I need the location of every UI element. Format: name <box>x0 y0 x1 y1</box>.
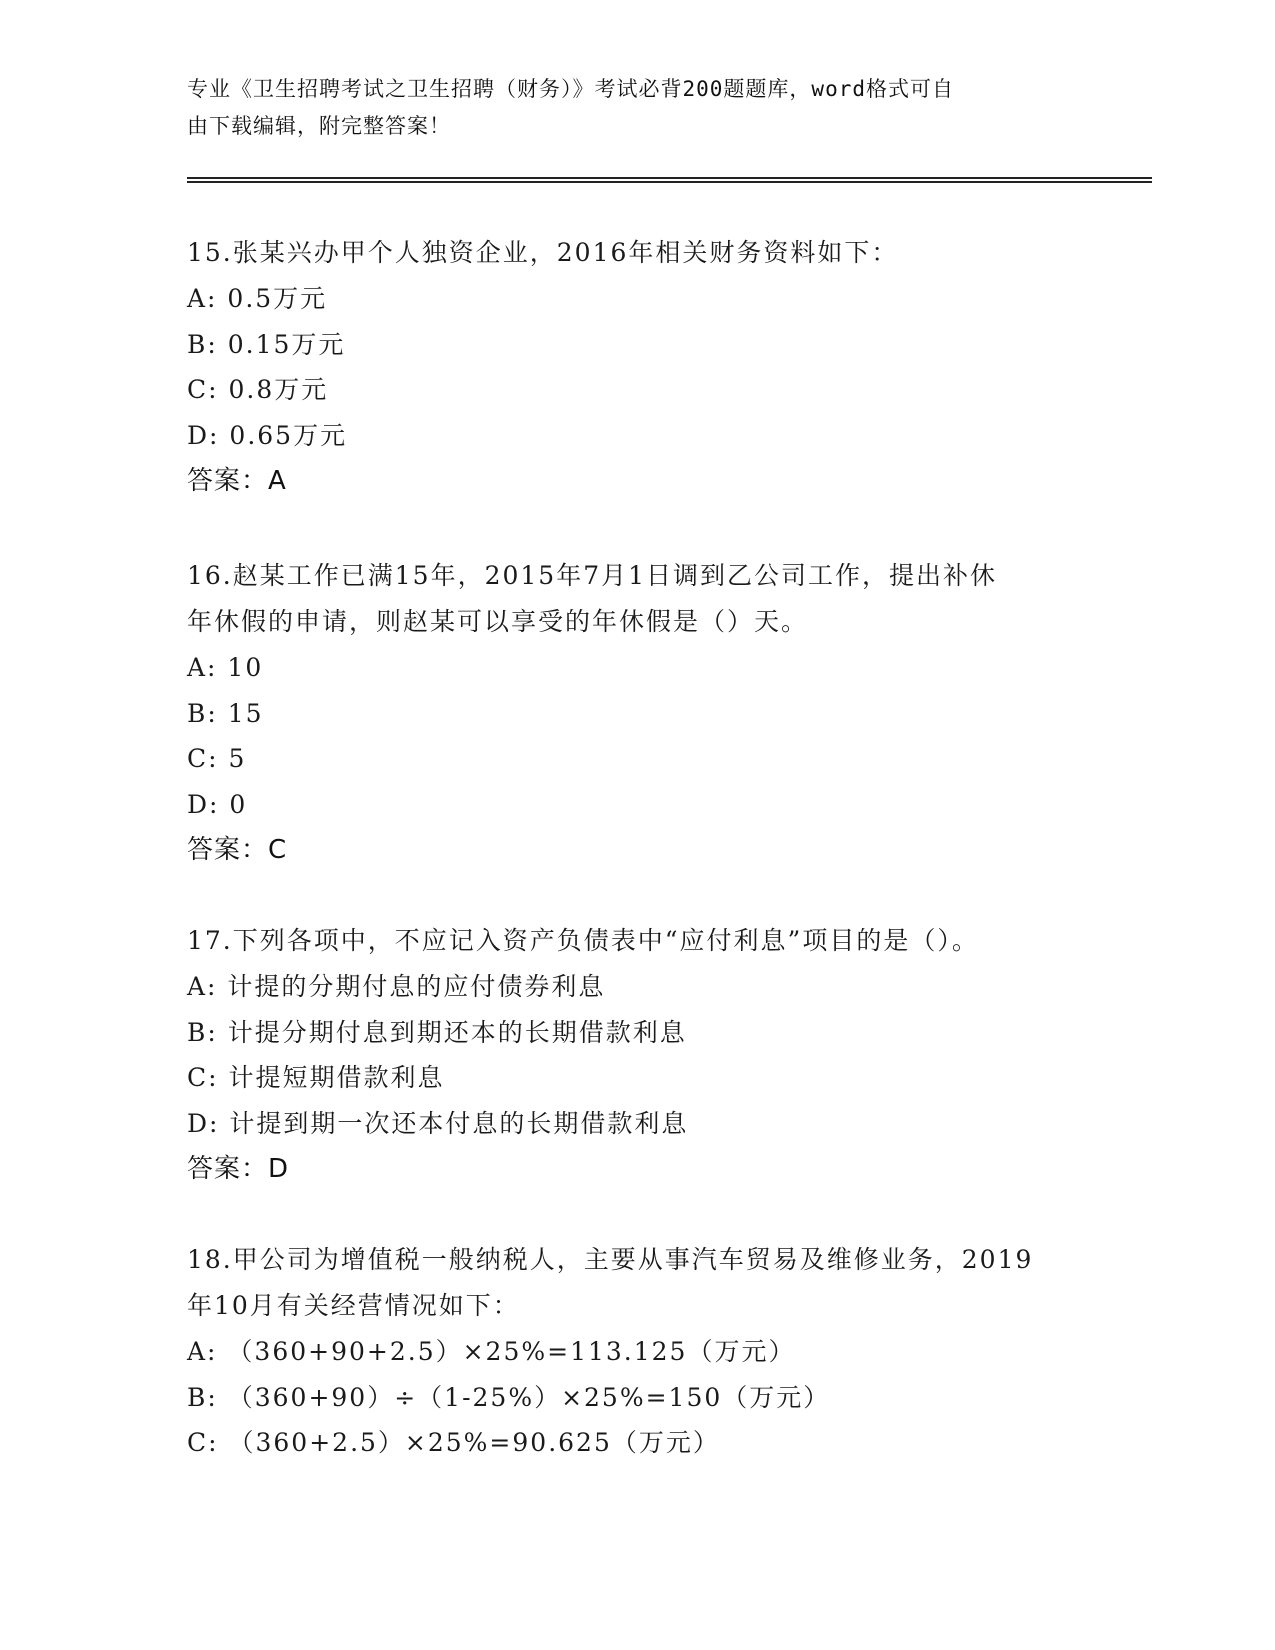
answer: 答案：C <box>187 835 288 865</box>
header-line-1: 专业《卫生招聘考试之卫生招聘（财务）》考试必背200题题库，word格式可自 <box>187 77 954 101</box>
option-c: C: 计提短期借款利息 <box>187 1063 445 1092</box>
question-text: 17.下列各项中，不应记入资产负债表中“应付利息”项目的是（）。 <box>187 926 979 955</box>
answer: 答案：A <box>187 466 287 496</box>
header-line-2: 由下载编辑，附完整答案！ <box>187 114 451 138</box>
option-c: C: 5 <box>187 744 247 773</box>
option-a: A: 计提的分期付息的应付债券利息 <box>187 972 606 1001</box>
option-b: B: 计提分期付息到期还本的长期借款利息 <box>187 1017 687 1047</box>
option-d: D: 计提到期一次还本付息的长期借款利息 <box>187 1108 689 1138</box>
option-d: D: 0.65万元 <box>187 420 348 450</box>
option-c: C: 0.8万元 <box>187 375 329 404</box>
question-text-line-2: 年休假的申请，则赵某可以享受的年休假是（）天。 <box>187 607 809 636</box>
question-16 <box>187 553 1087 873</box>
document-header <box>187 71 1067 145</box>
option-c: C: （360+2.5）×25%=90.625（万元） <box>187 1428 720 1457</box>
question-17 <box>187 918 1087 1192</box>
question-text-line-2: 年10月有关经营情况如下： <box>187 1291 520 1320</box>
answer: 答案：D <box>187 1154 290 1184</box>
option-b: B: 0.15万元 <box>187 329 346 359</box>
option-a: A: 0.5万元 <box>187 284 328 313</box>
option-a: A: （360+90+2.5）×25%=113.125（万元） <box>187 1337 796 1366</box>
header-divider-top <box>187 177 1152 179</box>
option-a: A: 10 <box>187 653 264 682</box>
question-15 <box>187 230 1087 504</box>
option-b: B: （360+90）÷（1-25%）×25%=150（万元） <box>187 1382 831 1412</box>
question-text-line-1: 16.赵某工作已满15年，2015年7月1日调到乙公司工作，提出补休 <box>187 561 998 590</box>
question-text: 15.张某兴办甲个人独资企业，2016年相关财务资料如下： <box>187 238 899 267</box>
question-text-line-1: 18.甲公司为增值税一般纳税人，主要从事汽车贸易及维修业务，2019 <box>187 1245 1034 1274</box>
option-b: B: 15 <box>187 698 264 728</box>
header-divider-bottom <box>187 181 1152 183</box>
option-d: D: 0 <box>187 789 248 819</box>
question-18 <box>187 1237 1087 1466</box>
